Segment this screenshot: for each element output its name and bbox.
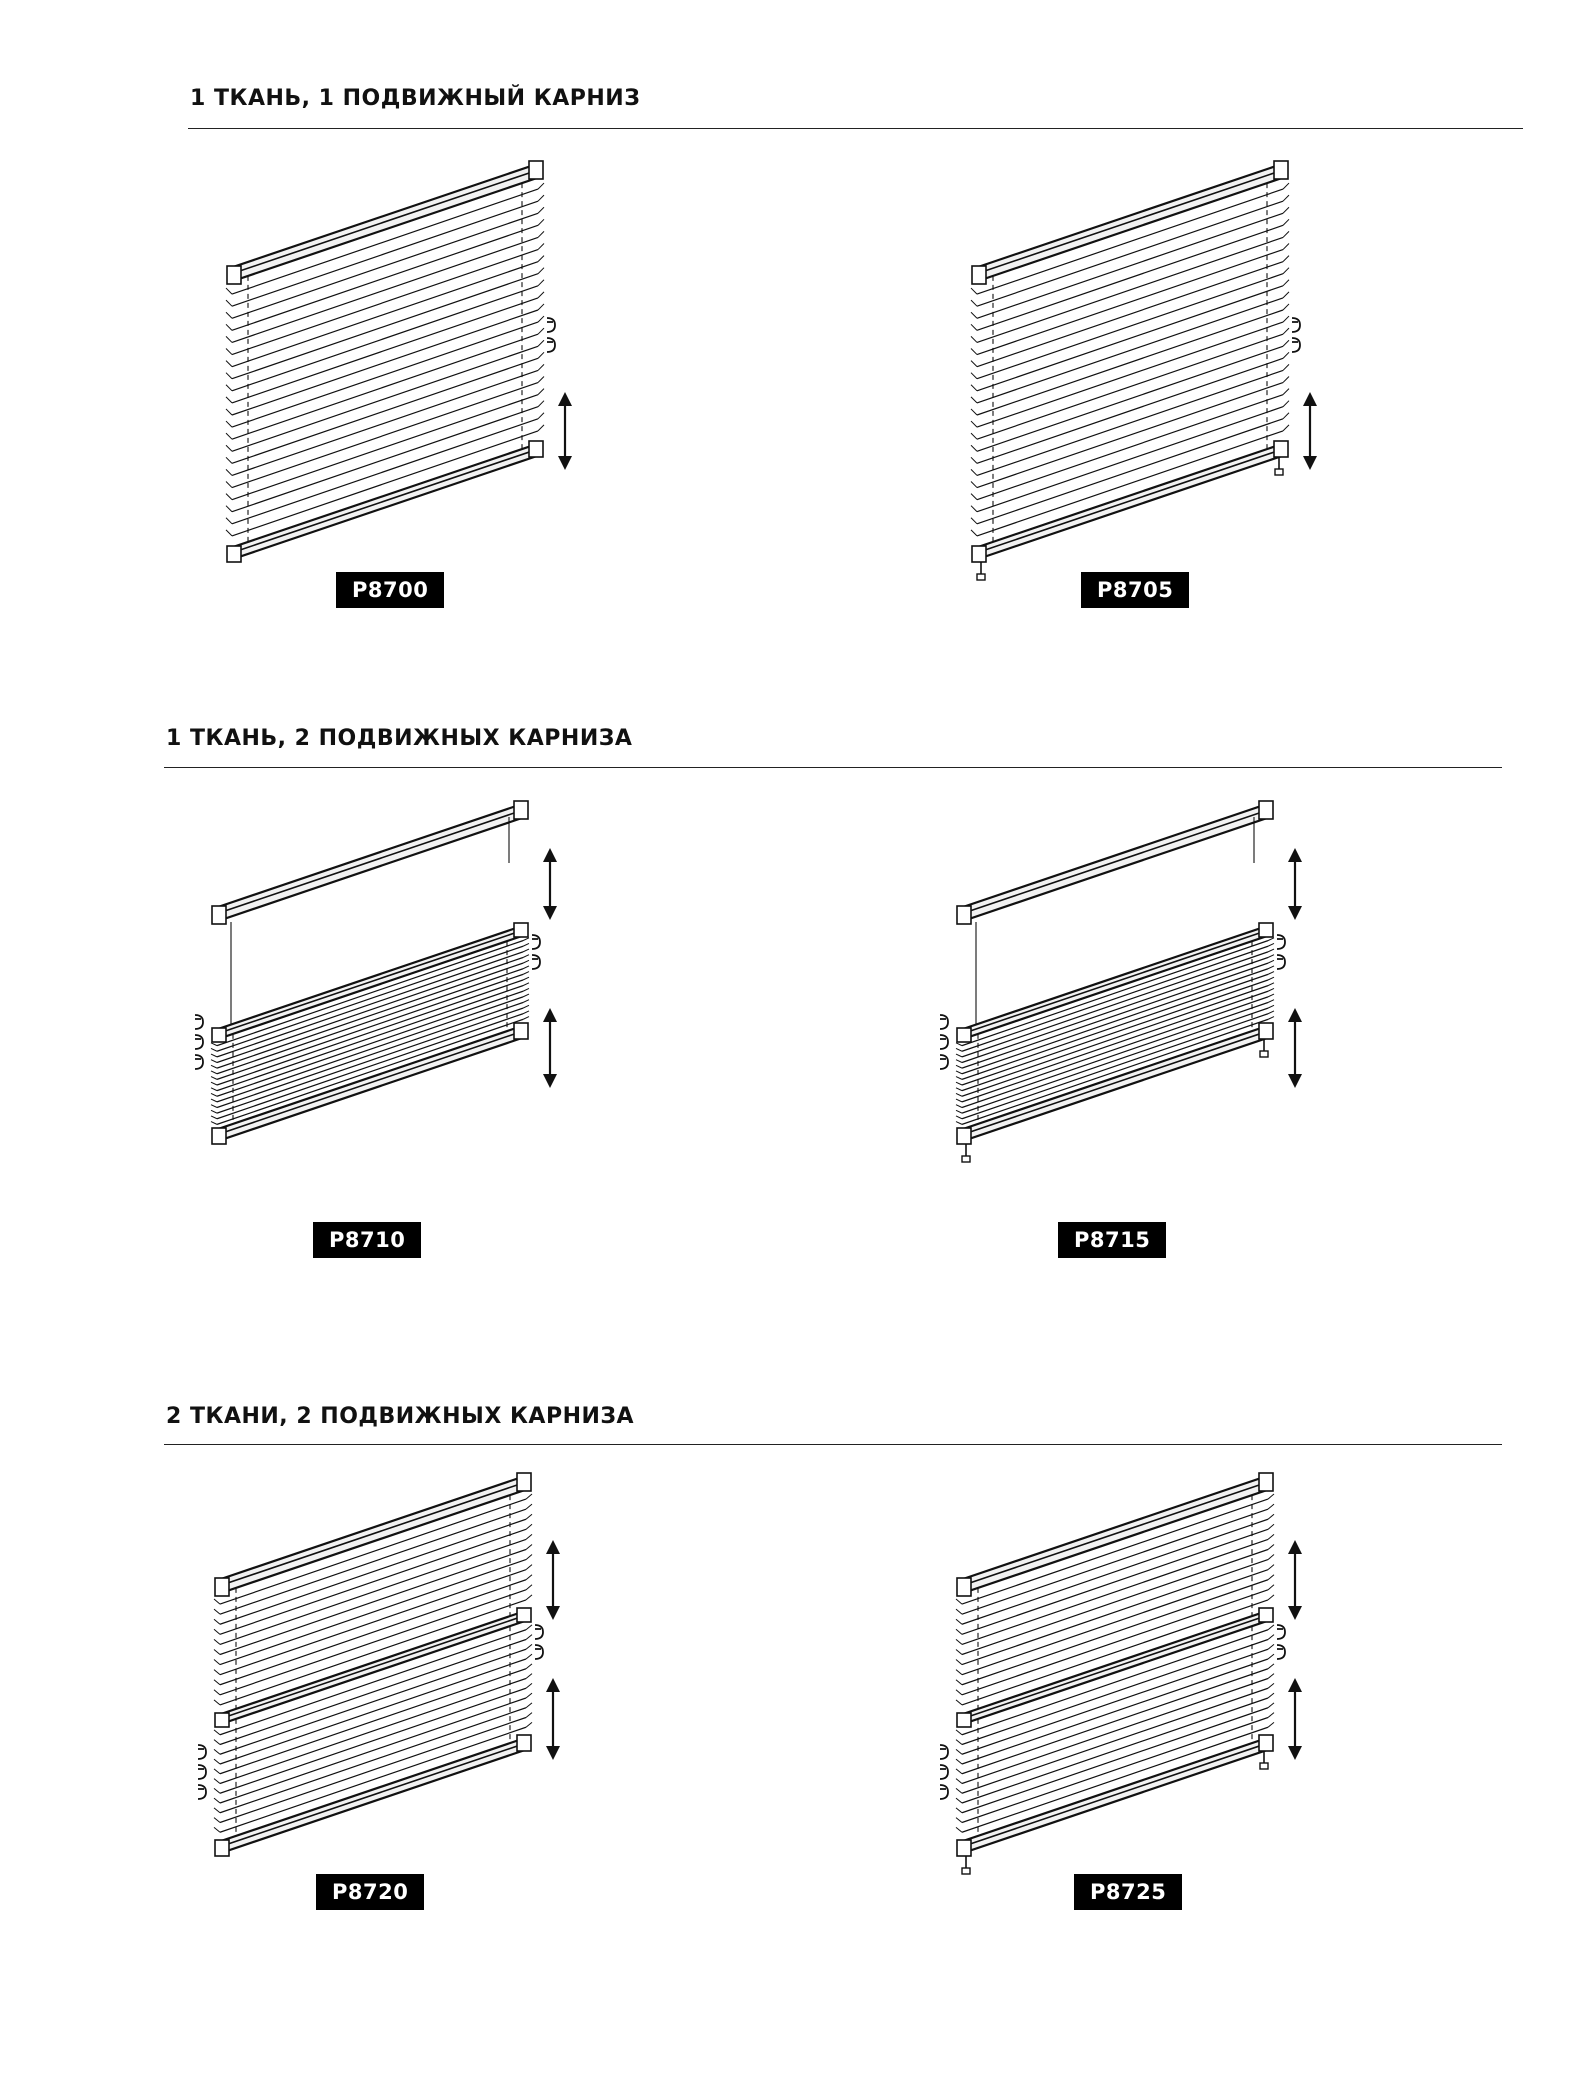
handle-clip [547, 338, 555, 352]
handle-clip [940, 1055, 948, 1069]
arrow-head-up [546, 1540, 560, 1554]
arrow-head-up [558, 392, 572, 406]
rail-end-cap [529, 441, 543, 457]
fabric-pleats [971, 183, 1289, 536]
arrow-head-down [558, 456, 572, 470]
rail-end-cap [972, 266, 986, 284]
arrow-head-down [1288, 1074, 1302, 1088]
product-code-p8705: P8705 [1081, 572, 1189, 608]
handle-clip [198, 1785, 206, 1799]
section-divider-2 [164, 767, 1502, 768]
rail-end-cap [215, 1840, 229, 1856]
handle-clip [198, 1745, 206, 1759]
product-code-p8710: P8710 [313, 1222, 421, 1258]
blind-diagram-p8700 [210, 150, 630, 570]
section-divider-3 [164, 1444, 1502, 1445]
rail-end-cap [215, 1578, 229, 1596]
product-code-p8720: P8720 [316, 1874, 424, 1910]
rail-end-cap [529, 161, 543, 179]
product-p8705 [955, 150, 1375, 602]
arrow-head-down [1303, 456, 1317, 470]
handle-clip [195, 1015, 203, 1029]
handle-clip [940, 1035, 948, 1049]
handle-clip [1277, 1625, 1285, 1639]
arrow-head-up [546, 1678, 560, 1692]
rail-end-cap [514, 1023, 528, 1039]
rail-end-cap [517, 1473, 531, 1491]
handle-clip [940, 1015, 948, 1029]
product-p8725 [940, 1470, 1360, 1910]
fabric-pleats [956, 938, 1274, 1125]
arrow-head-up [1288, 848, 1302, 862]
arrow-head-up [1288, 1540, 1302, 1554]
product-p8715 [940, 800, 1360, 1252]
rail-end-cap [1274, 161, 1288, 179]
handle-clip [1277, 1645, 1285, 1659]
handle-clip [532, 955, 540, 969]
arrow-head-down [546, 1606, 560, 1620]
handle-clip [940, 1745, 948, 1759]
arrow-head-up [543, 1008, 557, 1022]
handle-clip [1292, 318, 1300, 332]
arrow-head-down [1288, 906, 1302, 920]
arrow-head-down [543, 906, 557, 920]
arrow-head-up [543, 848, 557, 862]
fabric-pleats [211, 938, 529, 1125]
rail-end-cap [212, 906, 226, 924]
blind-diagram-p8720 [198, 1470, 618, 1890]
rail-end-cap [517, 1735, 531, 1751]
rail-end-cap [1274, 441, 1288, 457]
rail-end-cap [972, 546, 986, 562]
arrow-head-down [546, 1746, 560, 1760]
arrow-head-down [1288, 1746, 1302, 1760]
rail-end-cap [227, 546, 241, 562]
section-title-2: 1 ТКАНЬ, 2 ПОДВИЖНЫХ КАРНИЗА [166, 726, 633, 751]
rail-end-cap [1259, 801, 1273, 819]
product-p8710 [195, 800, 615, 1252]
arrow-head-up [1288, 1008, 1302, 1022]
rail-end-cap [514, 923, 528, 937]
handle-clip [198, 1765, 206, 1779]
rail-end-cap [957, 1713, 971, 1727]
rail-end-cap [957, 1128, 971, 1144]
product-code-p8700: P8700 [336, 572, 444, 608]
rail-end-cap [1259, 1608, 1273, 1622]
product-code-p8715: P8715 [1058, 1222, 1166, 1258]
rail-end-cap [1259, 1023, 1273, 1039]
product-code-p8725: P8725 [1074, 1874, 1182, 1910]
blind-diagram-p8710 [195, 800, 615, 1220]
blind-diagram-p8725 [940, 1470, 1360, 1890]
rail-end-cap [957, 1840, 971, 1856]
section-divider-1 [188, 128, 1523, 129]
arrow-head-down [1288, 1606, 1302, 1620]
handle-clip [1292, 338, 1300, 352]
handle-clip [532, 935, 540, 949]
handle-clip [195, 1055, 203, 1069]
handle-clip [1277, 935, 1285, 949]
handle-clip [195, 1035, 203, 1049]
rail-end-cap [1259, 1473, 1273, 1491]
rail-end-cap [514, 801, 528, 819]
rail-end-cap [1259, 923, 1273, 937]
arrow-head-up [1303, 392, 1317, 406]
handle-clip [940, 1765, 948, 1779]
section-title-3: 2 ТКАНИ, 2 ПОДВИЖНЫХ КАРНИЗА [166, 1404, 635, 1429]
rail-end-cap [957, 1578, 971, 1596]
rail-end-cap [212, 1028, 226, 1042]
rail-end-cap [517, 1608, 531, 1622]
rail-end-cap [212, 1128, 226, 1144]
handle-clip [1277, 955, 1285, 969]
handle-clip [547, 318, 555, 332]
arrow-head-down [543, 1074, 557, 1088]
blind-diagram-p8705 [955, 150, 1375, 570]
handle-clip [940, 1785, 948, 1799]
blind-diagram-p8715 [940, 800, 1360, 1220]
rail-end-cap [1259, 1735, 1273, 1751]
section-title-1: 1 ТКАНЬ, 1 ПОДВИЖНЫЙ КАРНИЗ [190, 86, 641, 111]
arrow-head-up [1288, 1678, 1302, 1692]
rail-end-cap [215, 1713, 229, 1727]
rail-end-cap [957, 1028, 971, 1042]
rail-end-cap [957, 906, 971, 924]
product-p8700 [210, 150, 630, 602]
fabric-pleats [226, 183, 544, 536]
rail-end-cap [227, 266, 241, 284]
handle-clip [535, 1625, 543, 1639]
handle-clip [535, 1645, 543, 1659]
product-p8720 [198, 1470, 618, 1910]
